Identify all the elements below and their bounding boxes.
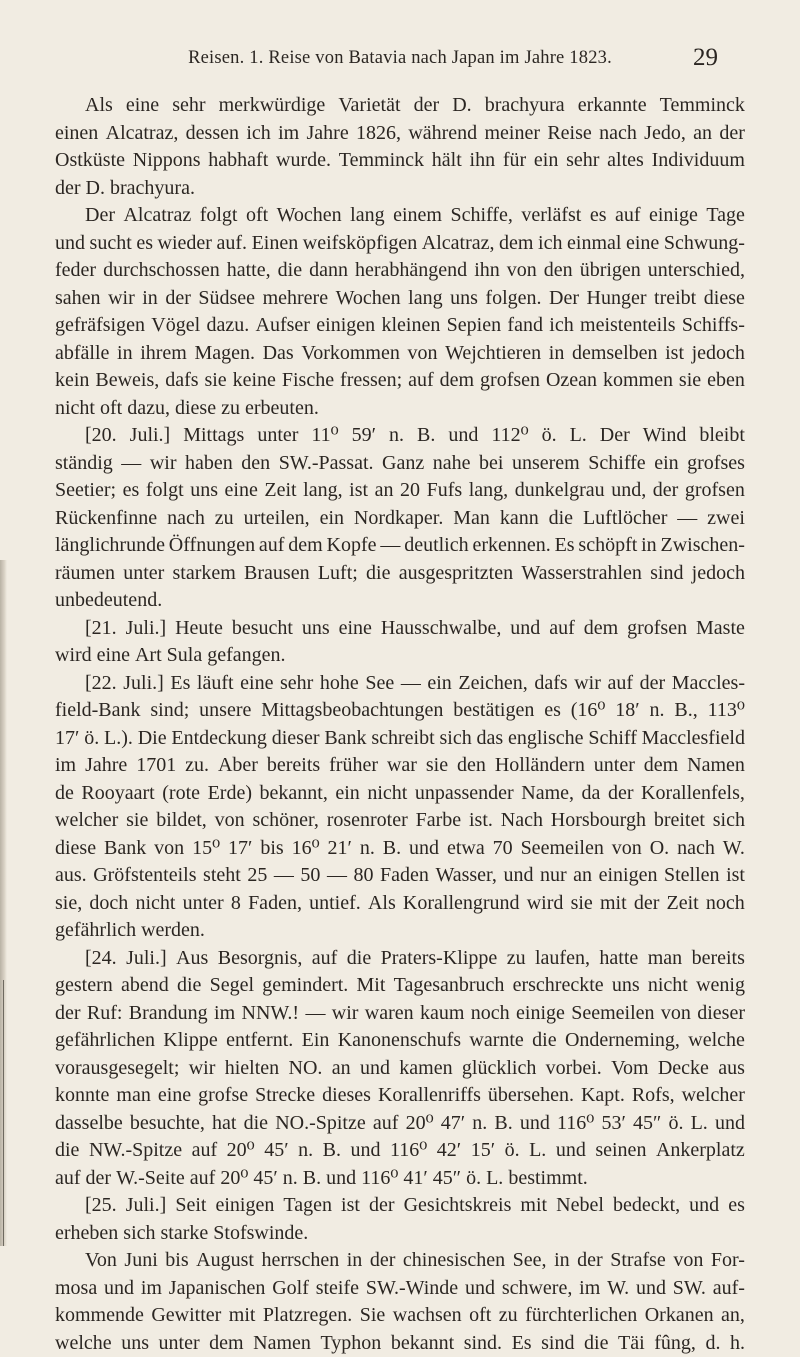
text-line: nicht oft dazu, diese zu erbeuten. [55,395,745,423]
running-head: Reisen. 1. Reise von Batavia nach Japan im Jahre 1823. [0,48,800,69]
text-line: wird eine Art Sula gefangen. [55,642,745,670]
text-line: konnte man eine grofse Strecke dieses Korallenriffs übersehen. Kapt. Rofs, welcher [55,1082,745,1110]
text-line: Als eine sehr merkwürdige Varietät der D. brachyura erkannte Temminck [55,92,745,120]
text-line: gefährlichen Klippe entfernt. Ein Kanonenschufs warnte die Onderneming, welche [55,1027,745,1055]
text-line: kommende Gewitter mit Platzregen. Sie wachsen oft zu fürchterlichen Orkanen an, [55,1302,745,1330]
text-line: [20. Juli.] Mittags unter 11⁰ 59′ n. B. und 112⁰ ö. L. Der Wind bleibt [55,422,745,450]
text-line: und sucht es wieder auf. Einen weifsköpfigen Alcatraz, dem ich einmal eine Schwung- [55,230,745,258]
text-line: [21. Juli.] Heute besucht uns eine Hausschwalbe, und auf dem grofsen Maste [55,615,745,643]
text-line: sie, doch nicht unter 8 Faden, untief. Als Korallengrund wird sie mit der Zeit noch [55,890,745,918]
page-header [0,48,800,78]
text-line: Seetier; es folgt uns eine Zeit lang, ist an 20 Fufs lang, dunkelgrau und, der grofsen [55,477,745,505]
text-line: Der Alcatraz folgt oft Wochen lang einem Schiffe, verläfst es auf einige Tage [55,202,745,230]
text-line: räumen unter starkem Brausen Luft; die ausgespritzten Wasserstrahlen sind jedoch [55,560,745,588]
text-line: [25. Juli.] Seit einigen Tagen ist der Gesichtskreis mit Nebel bedeckt, und es [55,1192,745,1220]
text-line: erheben sich starke Stofswinde. [55,1220,745,1248]
text-line: [24. Juli.] Aus Besorgnis, auf die Praters-Klippe zu laufen, hatte man bereits [55,945,745,973]
text-line: [22. Juli.] Es läuft eine sehr hohe See — ein Zeichen, dafs wir auf der Maccles- [55,670,745,698]
text-line: auf der W.-Seite auf 20⁰ 45′ n. B. und 116⁰ 41′ 45″ ö. L. bestimmt. [55,1165,745,1193]
text-line: sahen wir in der Südsee mehrere Wochen lang uns folgen. Der Hunger treibt diese [55,285,745,313]
text-line: Rückenfinne nach zu urteilen, ein Nordkaper. Man kann die Luftlöcher — zwei [55,505,745,533]
page-number: 29 [693,44,718,72]
text-line: der Ruf: Brandung im NNW.! — wir waren kaum noch einige Seemeilen von dieser [55,1000,745,1028]
text-line: feder durchschossen hatte, die dann herabhängend ihn von den übrigen unterschied, [55,257,745,285]
text-line: aus. Gröfstenteils steht 25 — 50 — 80 Faden Wasser, und nur an einigen Stellen ist [55,862,745,890]
text-line: kein Beweis, dafs sie keine Fische fressen; auf dem grofsen Ozean kommen sie eben [55,367,745,395]
text-line: unbedeutend. [55,587,745,615]
text-line: Von Juni bis August herrschen in der chinesischen See, in der Strafse von For- [55,1247,745,1275]
text-line: dasselbe besuchte, hat die NO.-Spitze auf 20⁰ 47′ n. B. und 116⁰ 53′ 45″ ö. L. und [55,1110,745,1138]
text-line: Ostküste Nippons habhaft wurde. Temminck hält ihn für ein sehr altes Individuum [55,147,745,175]
text-line: die NW.-Spitze auf 20⁰ 45′ n. B. und 116⁰ 42′ 15′ ö. L. und seinen Ankerplatz [55,1137,745,1165]
text-line: diese Bank von 15⁰ 17′ bis 16⁰ 21′ n. B. und etwa 70 Seemeilen von O. nach W. [55,835,745,863]
text-line: welche uns unter dem Namen Typhon bekannt sind. Es sind die Täi fûng, d. h. [55,1330,745,1357]
text-line: einen Alcatraz, dessen ich im Jahre 1826, während meiner Reise nach Jedo, an der [55,120,745,148]
text-line: im Jahre 1701 zu. Aber bereits früher war sie den Holländern unter dem Namen [55,752,745,780]
text-line: field-Bank sind; unsere Mittagsbeobachtungen bestätigen es (16⁰ 18′ n. B., 113⁰ [55,697,745,725]
page-edge-line [3,980,4,1246]
text-line: mosa und im Japanischen Golf steife SW.-Winde und schwere, im W. und SW. auf- [55,1275,745,1303]
text-line: ständig — wir haben den SW.-Passat. Ganz nahe bei unserem Schiffe ein grofses [55,450,745,478]
text-line: der D. brachyura. [55,175,745,203]
text-line: welcher sie bildet, von schöner, rosenroter Farbe ist. Nach Horsbourgh breitet sich [55,807,745,835]
text-line: de Rooyaart (rote Erde) bekannt, ein nicht unpassender Name, da der Korallenfels, [55,780,745,808]
text-line: gefährlich werden. [55,917,745,945]
body-text [55,92,745,1357]
text-line: abfälle in ihrem Magen. Das Vorkommen von Wejchtieren in demselben ist jedoch [55,340,745,368]
text-line: länglichrunde Öffnungen auf dem Kopfe — deutlich erkennen. Es schöpft in Zwischen- [55,532,745,560]
text-line: gestern abend die Segel gemindert. Mit Tagesanbruch erschreckte uns nicht wenig [55,972,745,1000]
text-line: vorausgesegelt; wir hielten NO. an und kamen glücklich vorbei. Vom Decke aus [55,1055,745,1083]
text-line: gefräfsigen Vögel dazu. Aufser einigen kleinen Sepien fand ich meistenteils Schiffs- [55,312,745,340]
text-line: 17′ ö. L.). Die Entdeckung dieser Bank schreibt sich das englische Schiff Macclesfield [55,725,745,753]
